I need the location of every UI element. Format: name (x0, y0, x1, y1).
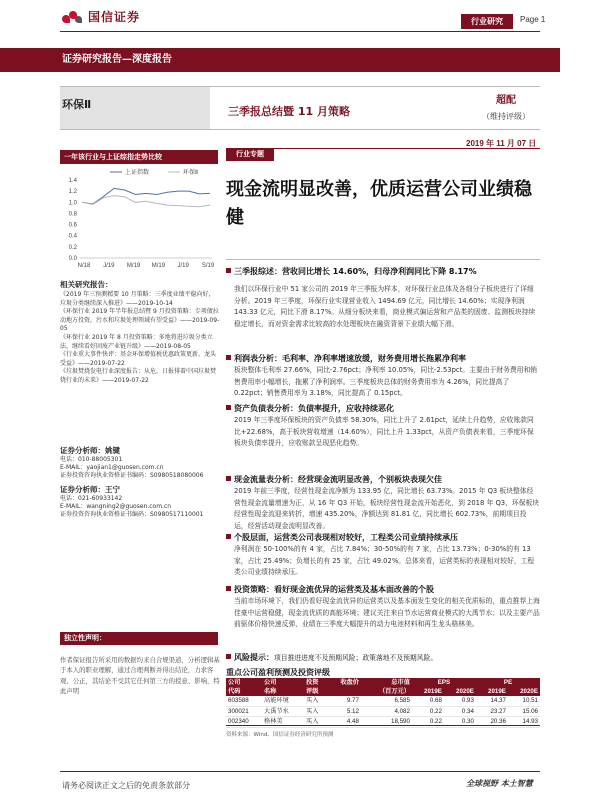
table-cell: 14.93 (508, 717, 540, 728)
table-cell: 格林美 (262, 717, 304, 728)
table-cell: 4.48 (328, 717, 361, 728)
table-cell: 23.27 (476, 706, 508, 717)
col-subheader: （百万元） (361, 687, 412, 696)
section-strategy (226, 584, 540, 631)
headline-divider (226, 259, 540, 260)
col-header: 公司 (226, 678, 262, 687)
section-body: 2019 年三季度环保板块的资产负债率 58.30%，同比上升了 2.61pct，延续上升趋势，应收账款同比+22.68%，高于板块营收增速（14.60%），同比上升 1.33pct，从资产负债表来看，三季度环保板块负债率提升，应收账款呈现恶化趋势。 (234, 416, 534, 448)
sector-name: 环保Ⅱ (62, 98, 92, 111)
bullet-icon (226, 654, 231, 659)
bullet-icon (226, 534, 231, 539)
report-title: 三季报总结暨 11 月策略 (228, 105, 350, 118)
company-logo (62, 8, 140, 25)
col-subheader: 代码 (226, 687, 262, 696)
footer-disclaimer: 请务必阅读正文之后的免责条款部分 (62, 781, 190, 790)
footer-slogan: 全球视野 本土智慧 (466, 778, 533, 788)
section-title: 现金流量表分析：经营现金流明显改善，个别板块表现欠佳 (234, 475, 442, 484)
table-cell: 002340 (226, 717, 262, 728)
table-row (226, 696, 540, 706)
y-tick-label: 1.4 (68, 178, 77, 184)
table-cell: 0.22 (412, 706, 444, 717)
analyst-card-1 (60, 447, 220, 480)
rating-note: （维持评级） (482, 112, 530, 121)
analyst-name: 姚键 (105, 446, 120, 455)
col-header: 收盘价 (328, 678, 361, 687)
col-subheader: 2019E (476, 687, 508, 696)
category-tag: 行业研究 (461, 14, 513, 29)
y-tick-label: 0.4 (68, 233, 77, 240)
section-body: 我们以环保行业中 51 家公司的 2019 年三季报为样本，对环保行业总体及各细分子板块进行了详细分析。2019 年三季度，环保行业实现营业收入 1494.69 亿元，同比增长 14.60%；实现净利润 143.33 亿元，同比下滑 8.17%。从细分板块来看，商业模式偏运营和产品类的固废、监测板块持续稳定增长，而对资金需求比较高的水处理板块在融资背景下业绩大幅下滑。 (234, 285, 536, 328)
report-type-banner: 证券研究报告—深度报告 (0, 48, 560, 72)
section-summary (226, 266, 540, 330)
analyst-label: 证券分析师： (60, 446, 105, 455)
table-cell: 大禹节水 (262, 706, 304, 717)
analyst-phone: 电话：010-88005301 (60, 456, 123, 463)
table-cell: 6,585 (361, 696, 412, 706)
col-subheader: 2019E (412, 687, 444, 696)
table-cell: 0.68 (412, 696, 444, 706)
page-header (0, 0, 600, 34)
report-date: 2019 年 11 月 07 日 (466, 139, 537, 148)
table-subheader-row (226, 687, 540, 696)
section-title-suffix: 项目推进进度不及预期风险；政策落地不及预期风险。 (274, 654, 438, 662)
analyst-card-2 (60, 486, 220, 519)
table-cell: 603588 (226, 696, 262, 706)
forecast-table (226, 678, 540, 728)
related-report-item: 《2019 年三预测精要 10 月策略：三季度业绩平稳向好，垃圾分类继续深入推进》——2019-10-14 (60, 291, 215, 307)
trend-chart-svg (60, 166, 218, 274)
x-tick-label: J/19 (103, 263, 115, 269)
x-tick-label: S/19 (201, 263, 215, 269)
col-subheader: 2020E (444, 687, 476, 696)
analyst-cert: 证券投资咨询执业资格证书编码：S0980518080006 (60, 472, 204, 479)
table-cell: 买入 (304, 696, 328, 706)
header-divider (60, 31, 540, 32)
analyst-phone: 电话：021-60933142 (60, 495, 123, 502)
table-row (226, 706, 540, 717)
x-tick-label: M/19 (151, 263, 166, 269)
table-cell: 5.12 (328, 706, 361, 717)
section-title: 利润表分析：毛利率、净利率增速放缓，财务费用增长拖累净利率 (234, 354, 466, 363)
related-report-item: 《环保行业 2019 年半年报总结暨 9 月投资策略：专项债拉动地方投资，污水和垃圾处理领域有望受益》——2019-09-05 (60, 308, 220, 333)
section-title: 三季报综述：营收同比增长 14.60%，归母净利润同比下降 8.17% (234, 267, 477, 276)
y-tick-label: 0.0 (68, 256, 77, 262)
col-subheader: 名称 (262, 687, 304, 696)
independence-text: 作者保证报告所采用的数据均来自合规渠道，分析逻辑基于本人的职业理解，通过合理判断并得出结论，力求客观、公正，其结论不受其它任何第三方的授意、影响，特此声明 (60, 656, 220, 695)
x-tick-label: J/19 (177, 263, 189, 269)
table-cell: 20.36 (476, 717, 508, 728)
y-tick-label: 0.2 (68, 244, 77, 251)
table-cell: 0.34 (444, 706, 476, 717)
table-cell: 10.51 (508, 696, 540, 706)
col-subheader: 评级 (304, 687, 328, 696)
x-tick-label: M/19 (126, 263, 141, 269)
analyst-label: 证券分析师： (60, 485, 105, 494)
table-cell: 14.37 (476, 696, 508, 706)
col-subheader (328, 687, 361, 696)
headline: 现金流明显改善，优质运营公司业绩稳健 (226, 179, 532, 228)
section-title: 投资策略：看好现金流优异的运营类及基本面改善的个股 (234, 585, 434, 594)
col-header: 总市值 (361, 678, 412, 687)
rating: 超配 (496, 95, 516, 106)
section-body: 净利润在 50-100%的有 4 家，占比 7.84%；30-50%的有 7 家，占比 13.73%；0-30%的有 13 家，占比 25.49%；负增长的有 25 家，占比 49.02%。总体来看，运营类标的表现相对较好，工程类公司业绩持续承压。 (234, 545, 535, 577)
analyst-email[interactable]: E-MAIL：wangning2@guosen.com.cn (60, 503, 172, 510)
chart-title: 一年该行业与上证综指走势比较 (60, 150, 218, 164)
col-subheader: 2020E (508, 687, 540, 696)
y-tick-label: 0.8 (68, 211, 77, 218)
col-header: PE (476, 678, 540, 687)
related-reports-list (60, 291, 220, 386)
bullet-icon (226, 405, 231, 410)
bullet-icon (226, 355, 231, 360)
bullet-icon (226, 476, 231, 481)
related-report-item: 《垃圾焚烧发电行业深度报告：从危，日报排着中国垃圾焚烧行业的未来》——2019-07-22 (60, 368, 217, 384)
table-body (226, 696, 540, 727)
table-cell: 300021 (226, 706, 262, 717)
section-title: 资产负债表分析：负债率提升，应收持续恶化 (234, 404, 394, 413)
series-line-1 (82, 196, 210, 207)
table-divider (226, 725, 540, 726)
section-balance (226, 403, 540, 450)
y-tick-label: 1.0 (68, 200, 77, 207)
analyst-name: 王宁 (105, 485, 120, 494)
logo-name: 国信证券 (88, 10, 141, 24)
section-body: 当前市场环境下，我们仍看好现金流优异的运营类以及基本面发生变化的相关优质标的，重点推荐上海佳豪中运营稳健，现金流优质的高能环境；建议关注来自节水运营商业模式的大禹节水；以及主要产品前驱体价格快速反弹，业绩在三季度大幅提升的动力电池材料和再生龙头格林美。 (234, 597, 540, 629)
section-body: 2019 年前三季度，经营性现金流净额为 133.95 亿，同比增长 63.73%。2015 年 Q3 板块整体经营性现金流量增速为正，从 16 年 Q3 开始，板块经营性现金流开始恶化，到 2018 年 Q3，环保板块经营性现金流迎来转折，增速 435.20%，净额达到 81.81 亿，同比增长 602.73%，前期项目投运，经营活动现金流明显改善。 (234, 487, 540, 530)
trend-chart (60, 166, 218, 274)
table-header-row (226, 678, 540, 687)
table-source: 资料来源：Wind、国信证券经济研究所预测 (226, 732, 334, 738)
table-cell: 买入 (304, 717, 328, 728)
table-cell: 18,590 (361, 717, 412, 728)
table-cell: 0.93 (444, 696, 476, 706)
col-header: 投资 (304, 678, 328, 687)
table-cell: 15.06 (508, 706, 540, 717)
table-cell: 4,082 (361, 706, 412, 717)
analyst-cert: 证券投资咨询执业资格证书编码：S0980517110001 (60, 511, 204, 518)
table-cell: 高能环境 (262, 696, 304, 706)
legend-label: 环保Ⅱ (183, 169, 198, 176)
table-cell: 0.30 (444, 717, 476, 728)
bullet-icon (226, 268, 231, 273)
col-header: EPS (412, 678, 476, 687)
table-cell: 0.22 (412, 717, 444, 728)
section-income (226, 353, 540, 400)
related-report-item: 《行业重大事件快评：基金环保增值税优惠政策更新，龙头受益》——2019-07-22 (60, 351, 217, 367)
y-tick-label: 0.6 (68, 222, 77, 229)
section-body: 板块整体毛利率 27.66%，同比-2.76pct；净利率 10.05%，同比-2.53pct。主要由于财务费用和销售费用率小幅增长，拖累了净利润率。三季度板块总体的财务费用率为 4.26%，同比提高了 0.22pct；销售费用率为 3.18%，同比提高了 0.15pct。 (234, 366, 538, 398)
section-cashflow (226, 474, 540, 532)
x-tick-label: N/18 (77, 263, 91, 269)
logo-mark-icon (62, 9, 84, 25)
section-title: 风险提示： (234, 653, 274, 662)
y-tick-label: 1.2 (68, 189, 77, 196)
legend-label: 上证指数 (125, 169, 150, 176)
table-cell: 买入 (304, 706, 328, 717)
section-title: 个股层面，运营类公司表现相对较好，工程类公司业绩持续承压 (234, 533, 458, 542)
independence-title: 独立性声明： (60, 632, 218, 645)
related-report-item: 《环保行业 2019 年 8 月投资策略：多地将进垃圾分类立法，继续看好固废产业链升级》——2019-08-05 (60, 333, 213, 350)
analyst-email[interactable]: E-MAIL：yaojian1@guosen.com.cn (60, 464, 164, 471)
bullet-icon (226, 586, 231, 591)
topic-tag: 行业专题 (226, 148, 274, 161)
related-reports-heading: 相关研究报告： (60, 280, 113, 289)
page-number: Page 1 (520, 15, 546, 24)
footer-divider (60, 771, 540, 772)
table-cell: 9.77 (328, 696, 361, 706)
section-risk (226, 652, 540, 664)
section-stocks (226, 532, 540, 579)
col-header: 公司 (262, 678, 304, 687)
table-title: 重点公司盈利预测及投资评级 (226, 668, 330, 677)
